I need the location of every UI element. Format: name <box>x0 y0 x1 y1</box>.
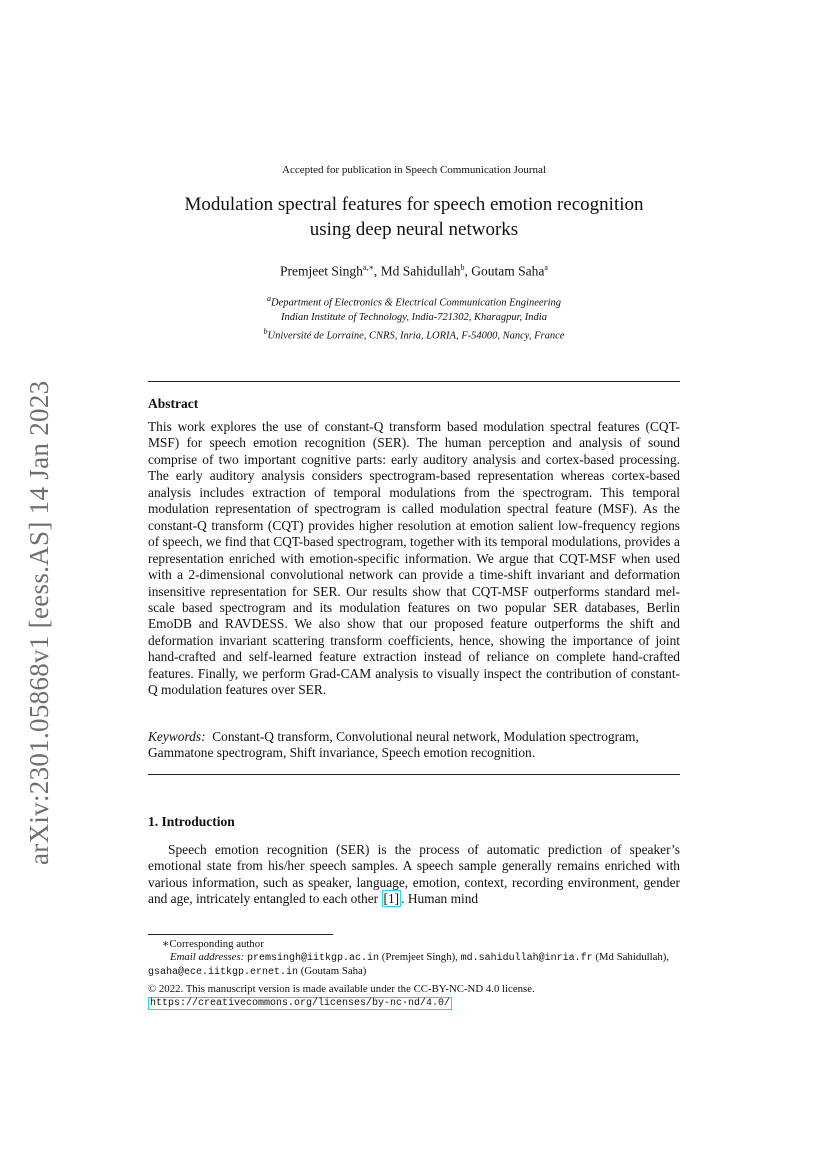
title-line-1: Modulation spectral features for speech emotion recognition <box>184 194 644 215</box>
affiliation-line: $^a$Department of Electronics & Electrical Communication Engineering <box>266 294 562 309</box>
abstract-heading: Abstract <box>148 396 199 411</box>
arxiv-identifier: arXiv:2301.05868v1 [eess.AS] 14 Jan 2023 <box>24 380 54 865</box>
title-line-2: using deep neural networks <box>309 219 519 240</box>
email-link[interactable]: md.sahidullah@inria.fr <box>460 953 593 965</box>
abstract-body: This work explores the use of constant-Q transform based modulation spectral features (CQT-MSF) for speech emotion recognition (SER). The human perception and analysis of sound comprise of two important cognitive parts: early auditory analysis and cortex-based processing. The early auditory analysis considers spectrogram-based representation whereas cortex-based analysis includes extraction of temporal modulations from the spectrogram. This temporal modulation representation of spectrogram is called modulation spectral feature (MSF). As the constant-Q transform (CQT) provides higher resolution at emotion salient low-frequency regions of speech, we find that CQT-based spectrogram, together with its temporal modulations, provides a representation enriched with emotion-specific information. We argue that CQT-MSF when used with a 2-dimensional convolutional network can provide a time-shift invariant and deformation insensitive representation for SER. Our results show that CQT-MSF outperforms standard mel-scale based spectrogram and its modulation features on two popular SER databases, Berlin EmoDB and RAVDESS. We also show that our proposed feature outperforms the shift and deformation invariant scattering transform coefficients, hence, showing the importance of joint hand-crafted and self-learned feature extraction instead of reliance on complete hand-crafted features. Finally, we perform Grad-CAM analysis to visually inspect the contribution of constant-Q modulation features over SER. <box>148 419 680 698</box>
footnotes <box>148 938 680 1010</box>
intro-text: Speech emotion recognition (SER) is the process of automatic prediction of speaker’s emotional state from his/her speech samples. A speech sample generally remains enriched with various information, such as speaker, language, emotion, context, recording environment, gender and age, intricately entangled to each other <box>148 842 680 907</box>
author-list: Premjeet Singh$^{a,∗}$, Md Sahidullah$^b$, Goutam Saha$^a$ <box>280 263 548 279</box>
affiliation-line: Indian Institute of Technology, India-721302, Kharagpur, India <box>281 311 547 323</box>
author-mark: a,∗ <box>362 263 374 272</box>
abstract-top-rule <box>148 381 680 382</box>
author-name: Md Sahidullah <box>380 263 461 279</box>
citation-link[interactable]: [1] <box>383 891 400 907</box>
keywords <box>148 729 680 762</box>
footnote-rule <box>148 934 333 935</box>
author-mark: a <box>544 263 548 272</box>
affiliation-line: $^b$Université de Lorraine, CNRS, Inria, LORIA, F-54000, Nancy, France <box>263 326 565 341</box>
affiliation-mark: a <box>266 294 271 303</box>
email-note: Email addresses: premsingh@iitkgp.ac.in (Premjeet Singh), md.sahidullah@inria.fr (Md Sahidullah), gsaha@ece.iitkgp.ernet.in (Goutam Saha) <box>148 951 670 979</box>
affiliations <box>0 292 828 343</box>
author-name: Premjeet Singh <box>280 263 363 279</box>
license-url-line <box>148 996 680 1010</box>
affiliation-mark: b <box>263 326 268 336</box>
paper-title <box>0 192 828 242</box>
abstract-bottom-rule <box>148 774 680 775</box>
author-name: Goutam Saha <box>471 263 545 279</box>
venue-note: Accepted for publication in Speech Communication Journal <box>282 164 546 176</box>
author-mark: b <box>460 263 465 272</box>
intro-tail: . Human mind <box>401 891 479 907</box>
corresponding-author-note: ∗Corresponding author <box>162 938 264 950</box>
keywords-label: Keywords: <box>148 729 206 744</box>
email-link[interactable]: gsaha@ece.iitkgp.ernet.in <box>148 967 299 979</box>
section-heading-introduction: 1. Introduction <box>148 814 235 829</box>
keywords-text: Constant-Q transform, Convolutional neural network, Modulation spectrogram, Gammatone spectrogram, Shift invariance, Speech emotion recognition. <box>148 729 639 761</box>
license-url-link[interactable]: https://creativecommons.org/licenses/by-nc-nd/4.0/ <box>150 997 451 1009</box>
email-link[interactable]: premsingh@iitkgp.ac.in <box>246 953 380 965</box>
license-note: © 2022. This manuscript version is made available under the CC-BY-NC-ND 4.0 license. <box>148 982 535 995</box>
email-label: Email addresses: <box>170 951 245 964</box>
intro-paragraph <box>148 842 680 908</box>
